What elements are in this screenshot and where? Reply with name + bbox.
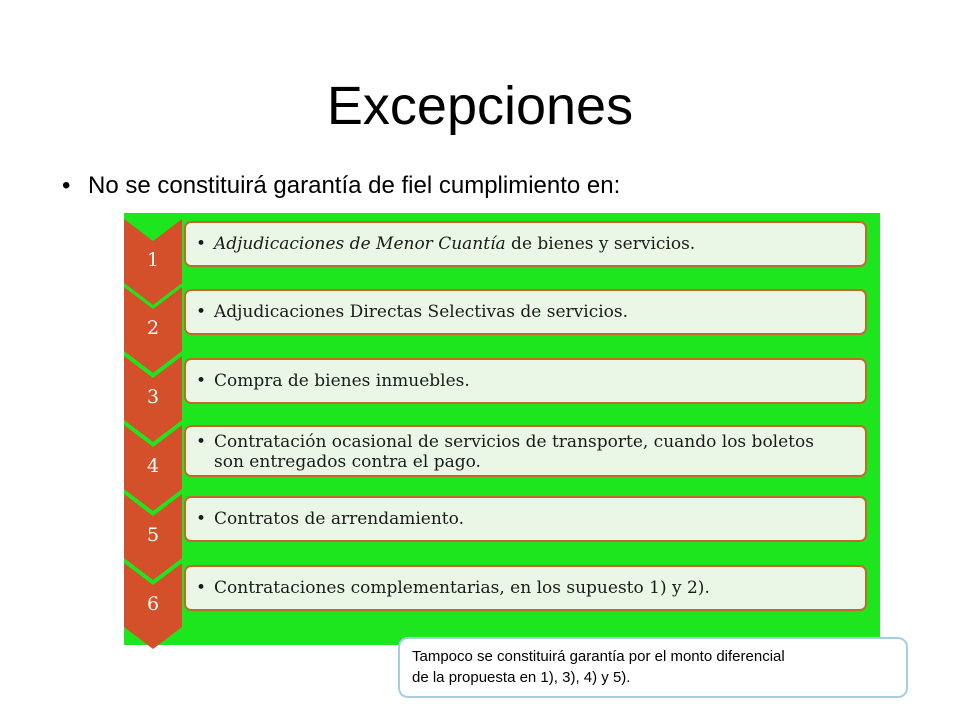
item-box [184, 289, 867, 335]
item-box [184, 425, 867, 477]
item-rest: Adjudicaciones Directas Selectivas de servicios. [214, 302, 629, 322]
note-line-1: Tampoco se constituirá garantía por el monto diferencial [412, 648, 785, 665]
item-rest: Contratos de arrendamiento. [214, 509, 464, 529]
exceptions-list [124, 213, 880, 645]
note-line-2: de la propuesta en 1), 3), 4) y 5). [412, 669, 631, 686]
item-rest: Compra de bienes inmuebles. [214, 371, 470, 391]
item-rest: de bienes y servicios. [505, 234, 696, 254]
bullet-dot: • [62, 172, 71, 199]
item-number: 3 [146, 386, 160, 408]
item-box [184, 565, 867, 611]
item-rest: Contrataciones complementarias, en los supuesto 1) y 2). [214, 578, 710, 598]
main-bullet [62, 170, 620, 202]
item-text: • Compra de bienes inmuebles. [196, 371, 470, 391]
main-bullet-text: No se constituirá garantía de fiel cumplimiento en: [88, 172, 621, 199]
note-box [398, 637, 908, 698]
item-box [184, 358, 867, 404]
item-number: 6 [146, 593, 160, 615]
item-text: • Contratación ocasional de servicios de transporte, cuando los boletos son entregados contra el pago. [196, 432, 814, 472]
item-text: • Adjudicaciones Directas Selectivas de servicios. [196, 302, 629, 322]
item-number: 2 [146, 317, 160, 339]
item-text: • Contratos de arrendamiento. [196, 509, 464, 529]
item-box [184, 221, 867, 267]
item-line2: son entregados contra el pago. [214, 452, 481, 472]
slide-title: Excepciones [326, 76, 634, 136]
item-text: • Contrataciones complementarias, en los supuesto 1) y 2). [196, 578, 710, 598]
item-box [184, 496, 867, 542]
item-rest: Contratación ocasional de servicios de transporte, cuando los boletos [214, 432, 814, 452]
item-number: 5 [146, 524, 160, 546]
item-italic: Adjudicaciones de Menor Cuantía [214, 234, 506, 254]
item-number: 4 [146, 455, 160, 477]
chevron-badge [124, 563, 182, 653]
item-text: • Adjudicaciones de Menor Cuantía de bienes y servicios. [196, 234, 696, 254]
item-number: 1 [146, 249, 160, 271]
